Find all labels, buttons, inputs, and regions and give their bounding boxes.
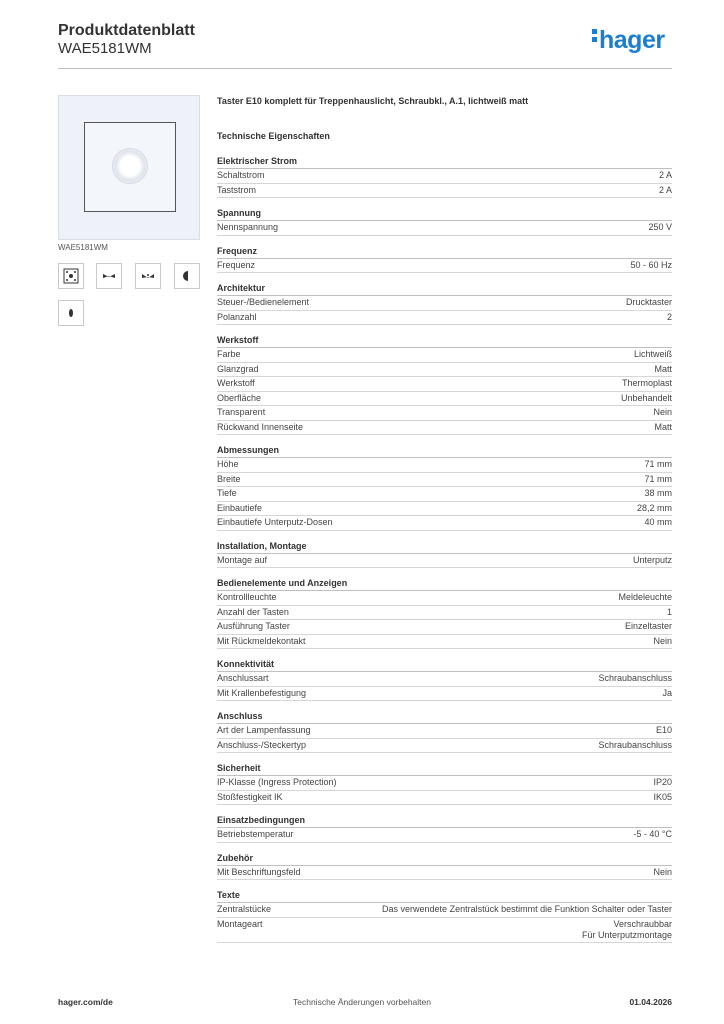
spec-label: Stoßfestigkeit IK — [217, 791, 283, 802]
spec-value: -5 - 40 °C — [633, 829, 672, 839]
spec-section — [217, 763, 672, 805]
hager-logo — [592, 26, 665, 55]
spec-label: Kontrollleuchte — [217, 592, 277, 602]
section-heading: Elektrischer Strom — [217, 156, 672, 169]
spec-row — [217, 635, 672, 650]
spec-label: Transparent — [217, 407, 266, 417]
symbol-grid-icon[interactable] — [58, 263, 84, 289]
spec-label: Art der Lampenfassung — [217, 725, 311, 735]
page-title: Produktdatenblatt — [58, 22, 195, 39]
section-heading: Konnektivität — [217, 659, 672, 672]
spec-row — [217, 918, 672, 943]
spec-label: Glanzgrad — [217, 363, 259, 374]
spec-label: Schaltstrom — [217, 170, 265, 180]
spec-label: Rückwand Innenseite — [217, 421, 304, 432]
spec-value: Unterputz — [632, 554, 672, 565]
spec-section — [217, 246, 672, 274]
spec-value: 40 mm — [644, 517, 672, 527]
section-heading: Architektur — [217, 283, 672, 296]
spec-row — [217, 311, 672, 326]
spec-label: Anzahl der Tasten — [217, 606, 289, 617]
spec-value: 38 mm — [644, 488, 672, 498]
spec-value-line: Für Unterputzmontage — [581, 929, 672, 940]
logo-dots-icon — [592, 29, 597, 45]
spec-label: Zentralstücke — [217, 904, 272, 914]
spec-value: Drucktaster — [625, 297, 672, 307]
spec-section — [217, 659, 672, 701]
spec-value: 250 V — [648, 222, 672, 232]
spec-label: Breite — [217, 473, 241, 484]
spec-section — [217, 445, 672, 531]
spec-row — [217, 672, 672, 687]
spec-label: Anschluss-/Steckertyp — [217, 739, 307, 750]
spec-row — [217, 421, 672, 436]
spec-row — [217, 724, 672, 739]
spec-row — [217, 221, 672, 236]
spec-value: 1 — [666, 606, 672, 617]
section-heading: Werkstoff — [217, 335, 672, 348]
article-number: WAE5181WM — [58, 40, 152, 57]
spec-row — [217, 377, 672, 392]
product-image — [58, 95, 200, 240]
spec-label: Montageart — [217, 918, 263, 929]
spec-value: Nein — [653, 407, 672, 417]
section-heading: Anschluss — [217, 711, 672, 724]
tech-properties-title: Technische Eigenschaften — [217, 131, 330, 141]
spec-row — [217, 591, 672, 606]
spec-row — [217, 739, 672, 754]
spec-value: Einzeltaster — [624, 621, 672, 631]
spec-label: Taststrom — [217, 184, 257, 195]
section-heading: Installation, Montage — [217, 541, 672, 554]
spec-section — [217, 711, 672, 753]
spec-value: Ja — [662, 687, 672, 698]
spec-value-line: Verschraubbar — [613, 918, 672, 929]
spec-value: 2 — [666, 311, 672, 322]
spec-value: 71 mm — [644, 459, 672, 469]
spec-row — [217, 866, 672, 881]
spec-value: 28,2 mm — [636, 502, 672, 513]
symbol-bow-double-icon[interactable] — [135, 263, 161, 289]
section-heading: Frequenz — [217, 246, 672, 259]
spec-row — [217, 606, 672, 621]
product-description: Taster E10 komplett für Treppenhauslicht, Schraubkl., A.1, lichtweiß matt — [217, 96, 529, 106]
spec-section — [217, 578, 672, 649]
footer-date: 01.04.2026 — [629, 997, 672, 1007]
spec-row — [217, 296, 672, 311]
spec-sections — [217, 156, 672, 953]
spec-section — [217, 283, 672, 325]
spec-value: IP20 — [653, 777, 672, 787]
spec-row — [217, 502, 672, 517]
footer-website[interactable]: hager.com/de — [58, 997, 113, 1007]
spec-value: 71 mm — [644, 473, 672, 484]
section-heading: Einsatzbedingungen — [217, 815, 672, 828]
spec-section — [217, 156, 672, 198]
spec-label: Steuer-/Bedienelement — [217, 297, 310, 307]
spec-label: Einbautiefe — [217, 502, 263, 513]
logo-text: hager — [599, 26, 665, 54]
spec-value: 2 A — [658, 184, 672, 195]
spec-row — [217, 473, 672, 488]
spec-label: Werkstoff — [217, 378, 255, 388]
section-heading: Zubehör — [217, 853, 672, 866]
footer-note: Technische Änderungen vorbehalten — [293, 997, 431, 1007]
spec-label: IP-Klasse (Ingress Protection) — [217, 777, 337, 787]
spec-label: Oberfläche — [217, 392, 262, 403]
spec-row — [217, 828, 672, 843]
spec-section — [217, 853, 672, 881]
spec-section — [217, 541, 672, 569]
spec-row — [217, 516, 672, 531]
symbol-bow-icon[interactable] — [96, 263, 122, 289]
spec-row — [217, 348, 672, 363]
spec-value: Nein — [653, 635, 672, 646]
spec-label: Mit Krallenbefestigung — [217, 687, 307, 698]
spec-row — [217, 620, 672, 635]
spec-label: Höhe — [217, 459, 239, 469]
spec-value: 2 A — [658, 170, 672, 180]
spec-section — [217, 208, 672, 236]
spec-value: Nein — [653, 866, 672, 877]
spec-row — [217, 487, 672, 502]
section-heading: Spannung — [217, 208, 672, 221]
spec-value: Das verwendete Zentralstück bestimmt die Funktion Schalter oder Taster — [382, 904, 672, 914]
spec-row — [217, 392, 672, 407]
spec-row — [217, 791, 672, 806]
spec-section — [217, 815, 672, 843]
push-button-knob — [112, 148, 148, 184]
spec-row — [217, 363, 672, 378]
spec-row — [217, 687, 672, 702]
section-heading: Bedienelemente und Anzeigen — [217, 578, 672, 591]
spec-row — [217, 259, 672, 274]
section-heading: Sicherheit — [217, 763, 672, 776]
spec-label: Polanzahl — [217, 311, 257, 322]
spec-label: Frequenz — [217, 259, 256, 270]
spec-section — [217, 335, 672, 435]
spec-label: Anschlussart — [217, 673, 269, 683]
spec-value: Matt — [654, 421, 672, 432]
spec-value — [582, 919, 672, 941]
spec-row — [217, 776, 672, 791]
section-heading: Texte — [217, 890, 672, 903]
spec-label: Farbe — [217, 349, 241, 359]
spec-value: Schraubanschluss — [598, 739, 672, 750]
spec-row — [217, 554, 672, 569]
spec-row — [217, 458, 672, 473]
spec-value: 50 - 60 Hz — [630, 259, 672, 270]
spec-value: E10 — [655, 725, 672, 735]
spec-row — [217, 169, 672, 184]
spec-value: Thermoplast — [621, 378, 672, 388]
symbol-dot-icon[interactable] — [58, 300, 84, 326]
spec-value: Schraubanschluss — [598, 673, 672, 683]
spec-value: Meldeleuchte — [618, 592, 672, 602]
section-heading: Abmessungen — [217, 445, 672, 458]
switch-plate — [84, 122, 176, 212]
spec-section — [217, 890, 672, 943]
image-caption: WAE5181WM — [58, 243, 108, 252]
spec-label: Mit Beschriftungsfeld — [217, 866, 301, 877]
spec-value: IK05 — [653, 791, 672, 802]
spec-label: Einbautiefe Unterputz-Dosen — [217, 517, 333, 527]
symbol-half-circle-icon[interactable] — [174, 263, 200, 289]
spec-row — [217, 903, 672, 918]
spec-label: Ausführung Taster — [217, 621, 290, 631]
header-divider — [58, 68, 672, 69]
spec-label: Betriebstemperatur — [217, 829, 294, 839]
spec-label: Nennspannung — [217, 222, 279, 232]
spec-label: Mit Rückmeldekontakt — [217, 635, 306, 646]
spec-value: Matt — [654, 363, 672, 374]
spec-row — [217, 406, 672, 421]
spec-value: Unbehandelt — [620, 392, 672, 403]
spec-label: Tiefe — [217, 488, 237, 498]
spec-row — [217, 184, 672, 199]
spec-label: Montage auf — [217, 554, 268, 565]
spec-value: Lichtweiß — [633, 349, 672, 359]
